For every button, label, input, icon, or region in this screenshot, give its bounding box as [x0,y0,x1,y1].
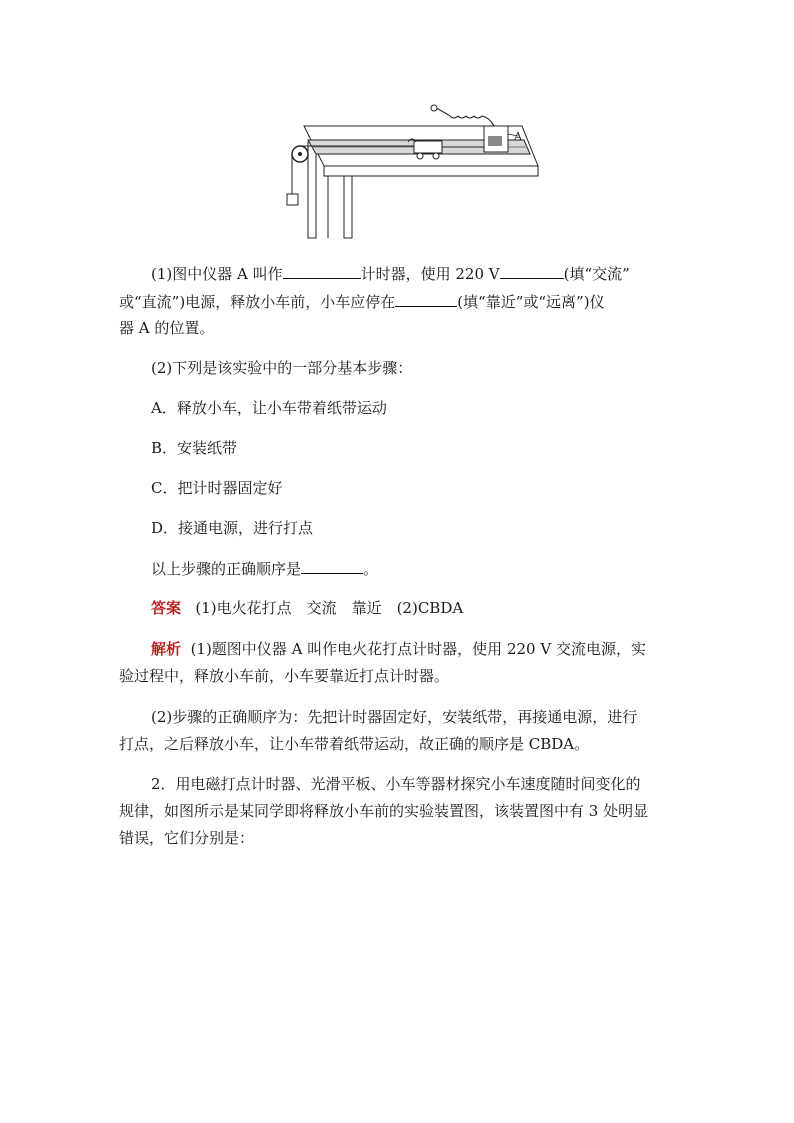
q2-order [151,561,378,577]
step-a: A．释放小车，让小车带着纸带运动 [151,399,387,417]
q1-text-c: (填“交流” [563,265,630,283]
q1-text-e: (填“靠近”或“远离”)仪 [457,293,605,311]
answer-label: 答案 [151,599,182,617]
q3-line-2: 规律，如图所示是某同学即将释放小车前的实验装置图，该装置图中有 3 处明显 [119,802,649,820]
q3-line-3: 错误，它们分别是： [119,829,255,847]
step-c: C．把计时器固定好 [151,479,283,497]
answer-line [151,601,463,616]
blank-3 [395,294,457,307]
q1-text-b: 计时器，使用 220 V [360,265,500,283]
analysis-line-4: 打点，之后释放小车，让小车带着纸带运动，故正确的顺序是 CBDA。 [119,735,590,753]
analysis-p1-text: (1)题图中仪器 A 叫作电火花打点计时器，使用 220 V 交流电源，实 [190,640,646,658]
cart [414,141,442,153]
answer-text: (1)电火花打点 交流 靠近 (2)CBDA [195,599,464,617]
q1-line-1 [151,266,630,282]
power-cord [436,108,494,126]
blank-1 [283,266,361,279]
analysis-line-3: (2)步骤的正确顺序为：先把计时器固定好，安装纸带，再接通电源，进行 [151,708,638,726]
analysis-label: 解析 [151,640,182,658]
analysis-line-2: 验过程中，释放小车前，小车要靠近打点计时器。 [119,667,450,685]
blank-4 [301,561,363,574]
step-b: B．安装纸带 [151,439,238,457]
apparatus-figure [278,96,550,246]
q1-line-3: 器 A 的位置。 [119,319,215,337]
q2-intro: (2)下列是该实验中的一部分基本步骤： [151,359,413,377]
q2-order-end: 。 [363,560,379,578]
table-front-edge [324,166,538,176]
q1-line-2 [119,294,605,310]
analysis-line-1 [151,642,646,657]
q2-order-text: 以上步骤的正确顺序是 [151,560,302,578]
table-leg-front [344,176,352,238]
q1-text-a: (1)图中仪器 A 叫作 [151,265,283,283]
timer-label: A [514,130,522,143]
q1-text-d: 或“直流”)电源，释放小车前，小车应停在 [119,293,396,311]
q3-line-1: 2．用电磁打点计时器、光滑平板、小车等器材探究小车速度随时间变化的 [151,775,641,793]
table-leg-left [308,142,316,238]
hanging-weight [287,194,298,205]
step-d: D．接通电源，进行打点 [151,519,314,537]
blank-2 [500,266,564,279]
